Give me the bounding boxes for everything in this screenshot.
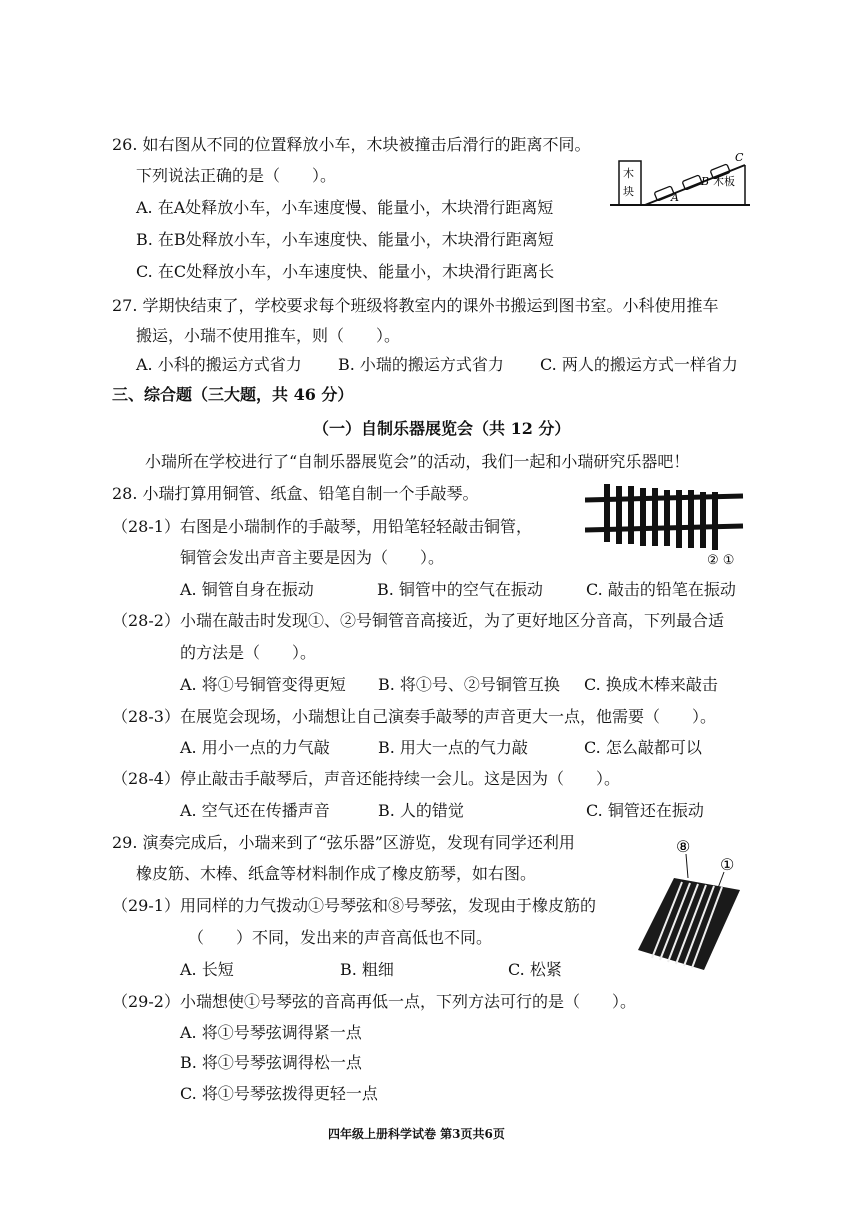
label-board: 木板 <box>713 175 735 188</box>
q26-option-b: B. 在B处释放小车，小车速度快、能量小，木块滑行距离短 <box>136 230 554 249</box>
section-title: 三、综合题（三大题，共 46 分） <box>112 385 354 404</box>
q27-stem-line1: 27. 学期快结束了，学校要求每个班级将教室内的课外书搬运到图书室。小科使用推车 <box>112 296 719 315</box>
q29-1-line2: （ ）不同，发出来的声音高低也不同。 <box>188 928 493 947</box>
q27-stem-line2: 搬运，小瑞不使用推车，则（ ）。 <box>136 326 401 345</box>
q26-ask: 下列说法正确的是（ ）。 <box>136 166 337 185</box>
q28-4-option-b: B. 人的错觉 <box>378 801 464 820</box>
q28-1-line2: 铜管会发出声音主要是因为（ ）。 <box>180 548 445 567</box>
q26-option-c: C. 在C处释放小车，小车速度快、能量小，木块滑行距离长 <box>136 262 555 281</box>
q28-2-line1: （28-2）小瑞在敲击时发现①、②号铜管音高接近，为了更好地区分音高，下列最合适 <box>112 611 724 630</box>
string-1-label: ① <box>720 855 735 874</box>
label-c: C <box>735 151 744 164</box>
hand-xylophone-figure <box>585 480 745 566</box>
q28-4-option-a: A. 空气还在传播声音 <box>180 801 330 820</box>
q26-option-a: A. 在A处释放小车，小车速度慢、能量小，木块滑行距离短 <box>136 198 554 217</box>
q29-2-option-b: B. 将①号琴弦调得松一点 <box>180 1053 362 1072</box>
q28-1-option-c: C. 敲击的铅笔在振动 <box>586 580 736 599</box>
q29-stem-line2: 橡皮筋、木棒、纸盒等材料制作成了橡皮筋琴，如右图。 <box>136 864 537 883</box>
section-intro: 小瑞所在学校进行了“自制乐器展览会”的活动，我们一起和小瑞研究乐器吧！ <box>145 452 690 471</box>
string-8-label: ⑧ <box>676 837 691 856</box>
q26-stem: 26. 如右图从不同的位置释放小车，木块被撞击后滑行的距离不同。 <box>112 135 591 154</box>
q28-2-line2: 的方法是（ ）。 <box>180 643 317 662</box>
q29-2-option-a: A. 将①号琴弦调得紧一点 <box>180 1023 362 1042</box>
q29-stem-line1: 29. 演奏完成后，小瑞来到了“弦乐器”区游览，发现有同学还利用 <box>112 833 575 852</box>
q28-2-option-b: B. 将①号、②号铜管互换 <box>378 675 560 694</box>
q28-3-option-a: A. 用小一点的力气敲 <box>180 738 330 757</box>
q28-4-option-c: C. 铜管还在振动 <box>586 801 704 820</box>
q27-option-b: B. 小瑞的搬运方式省力 <box>338 355 504 374</box>
q28-1-line1: （28-1）右图是小瑞制作的手敲琴，用铅笔轻轻敲击铜管， <box>112 517 532 536</box>
block-char-2: 块 <box>623 185 634 198</box>
q28-3-option-c: C. 怎么敲都可以 <box>584 738 702 757</box>
rubber-band-instrument-figure <box>628 830 748 980</box>
q27-option-c: C. 两人的搬运方式一样省力 <box>540 355 738 374</box>
q27-option-a: A. 小科的搬运方式省力 <box>136 355 302 374</box>
q29-1-option-a: A. 长短 <box>180 960 234 979</box>
q29-1-option-b: B. 粗细 <box>340 960 394 979</box>
tube-labels: ② ① <box>707 553 735 566</box>
q29-2-line1: （29-2）小瑞想使①号琴弦的音高再低一点，下列方法可行的是（ ）。 <box>112 992 636 1011</box>
q28-stem: 28. 小瑞打算用铜管、纸盒、铅笔自制一个手敲琴。 <box>112 484 479 503</box>
label-a: A <box>671 191 679 204</box>
page-footer: 四年级上册科学试卷 第3页共6页 <box>328 1127 505 1141</box>
block-char-1: 木 <box>623 167 634 180</box>
q28-3-option-b: B. 用大一点的气力敲 <box>378 738 528 757</box>
q28-3-line1: （28-3）在展览会现场，小瑞想让自己演奏手敲琴的声音更大一点，他需要（ ）。 <box>112 707 716 726</box>
q28-4-line1: （28-4）停止敲击手敲琴后，声音还能持续一会儿。这是因为（ ）。 <box>112 769 620 788</box>
subsection-title: （一）自制乐器展览会（共 12 分） <box>313 419 571 438</box>
ramp-figure <box>605 145 755 215</box>
q28-1-option-b: B. 铜管中的空气在振动 <box>377 580 543 599</box>
q28-1-option-a: A. 铜管自身在振动 <box>180 580 314 599</box>
q29-1-option-c: C. 松紧 <box>508 960 562 979</box>
q28-2-option-a: A. 将①号铜管变得更短 <box>180 675 346 694</box>
q29-1-line1: （29-1）用同样的力气拨动①号琴弦和⑧号琴弦，发现由于橡皮筋的 <box>112 896 596 915</box>
q29-2-option-c: C. 将①号琴弦拨得更轻一点 <box>180 1084 378 1103</box>
label-b: B <box>701 175 710 188</box>
q28-2-option-c: C. 换成木棒来敲击 <box>584 675 718 694</box>
